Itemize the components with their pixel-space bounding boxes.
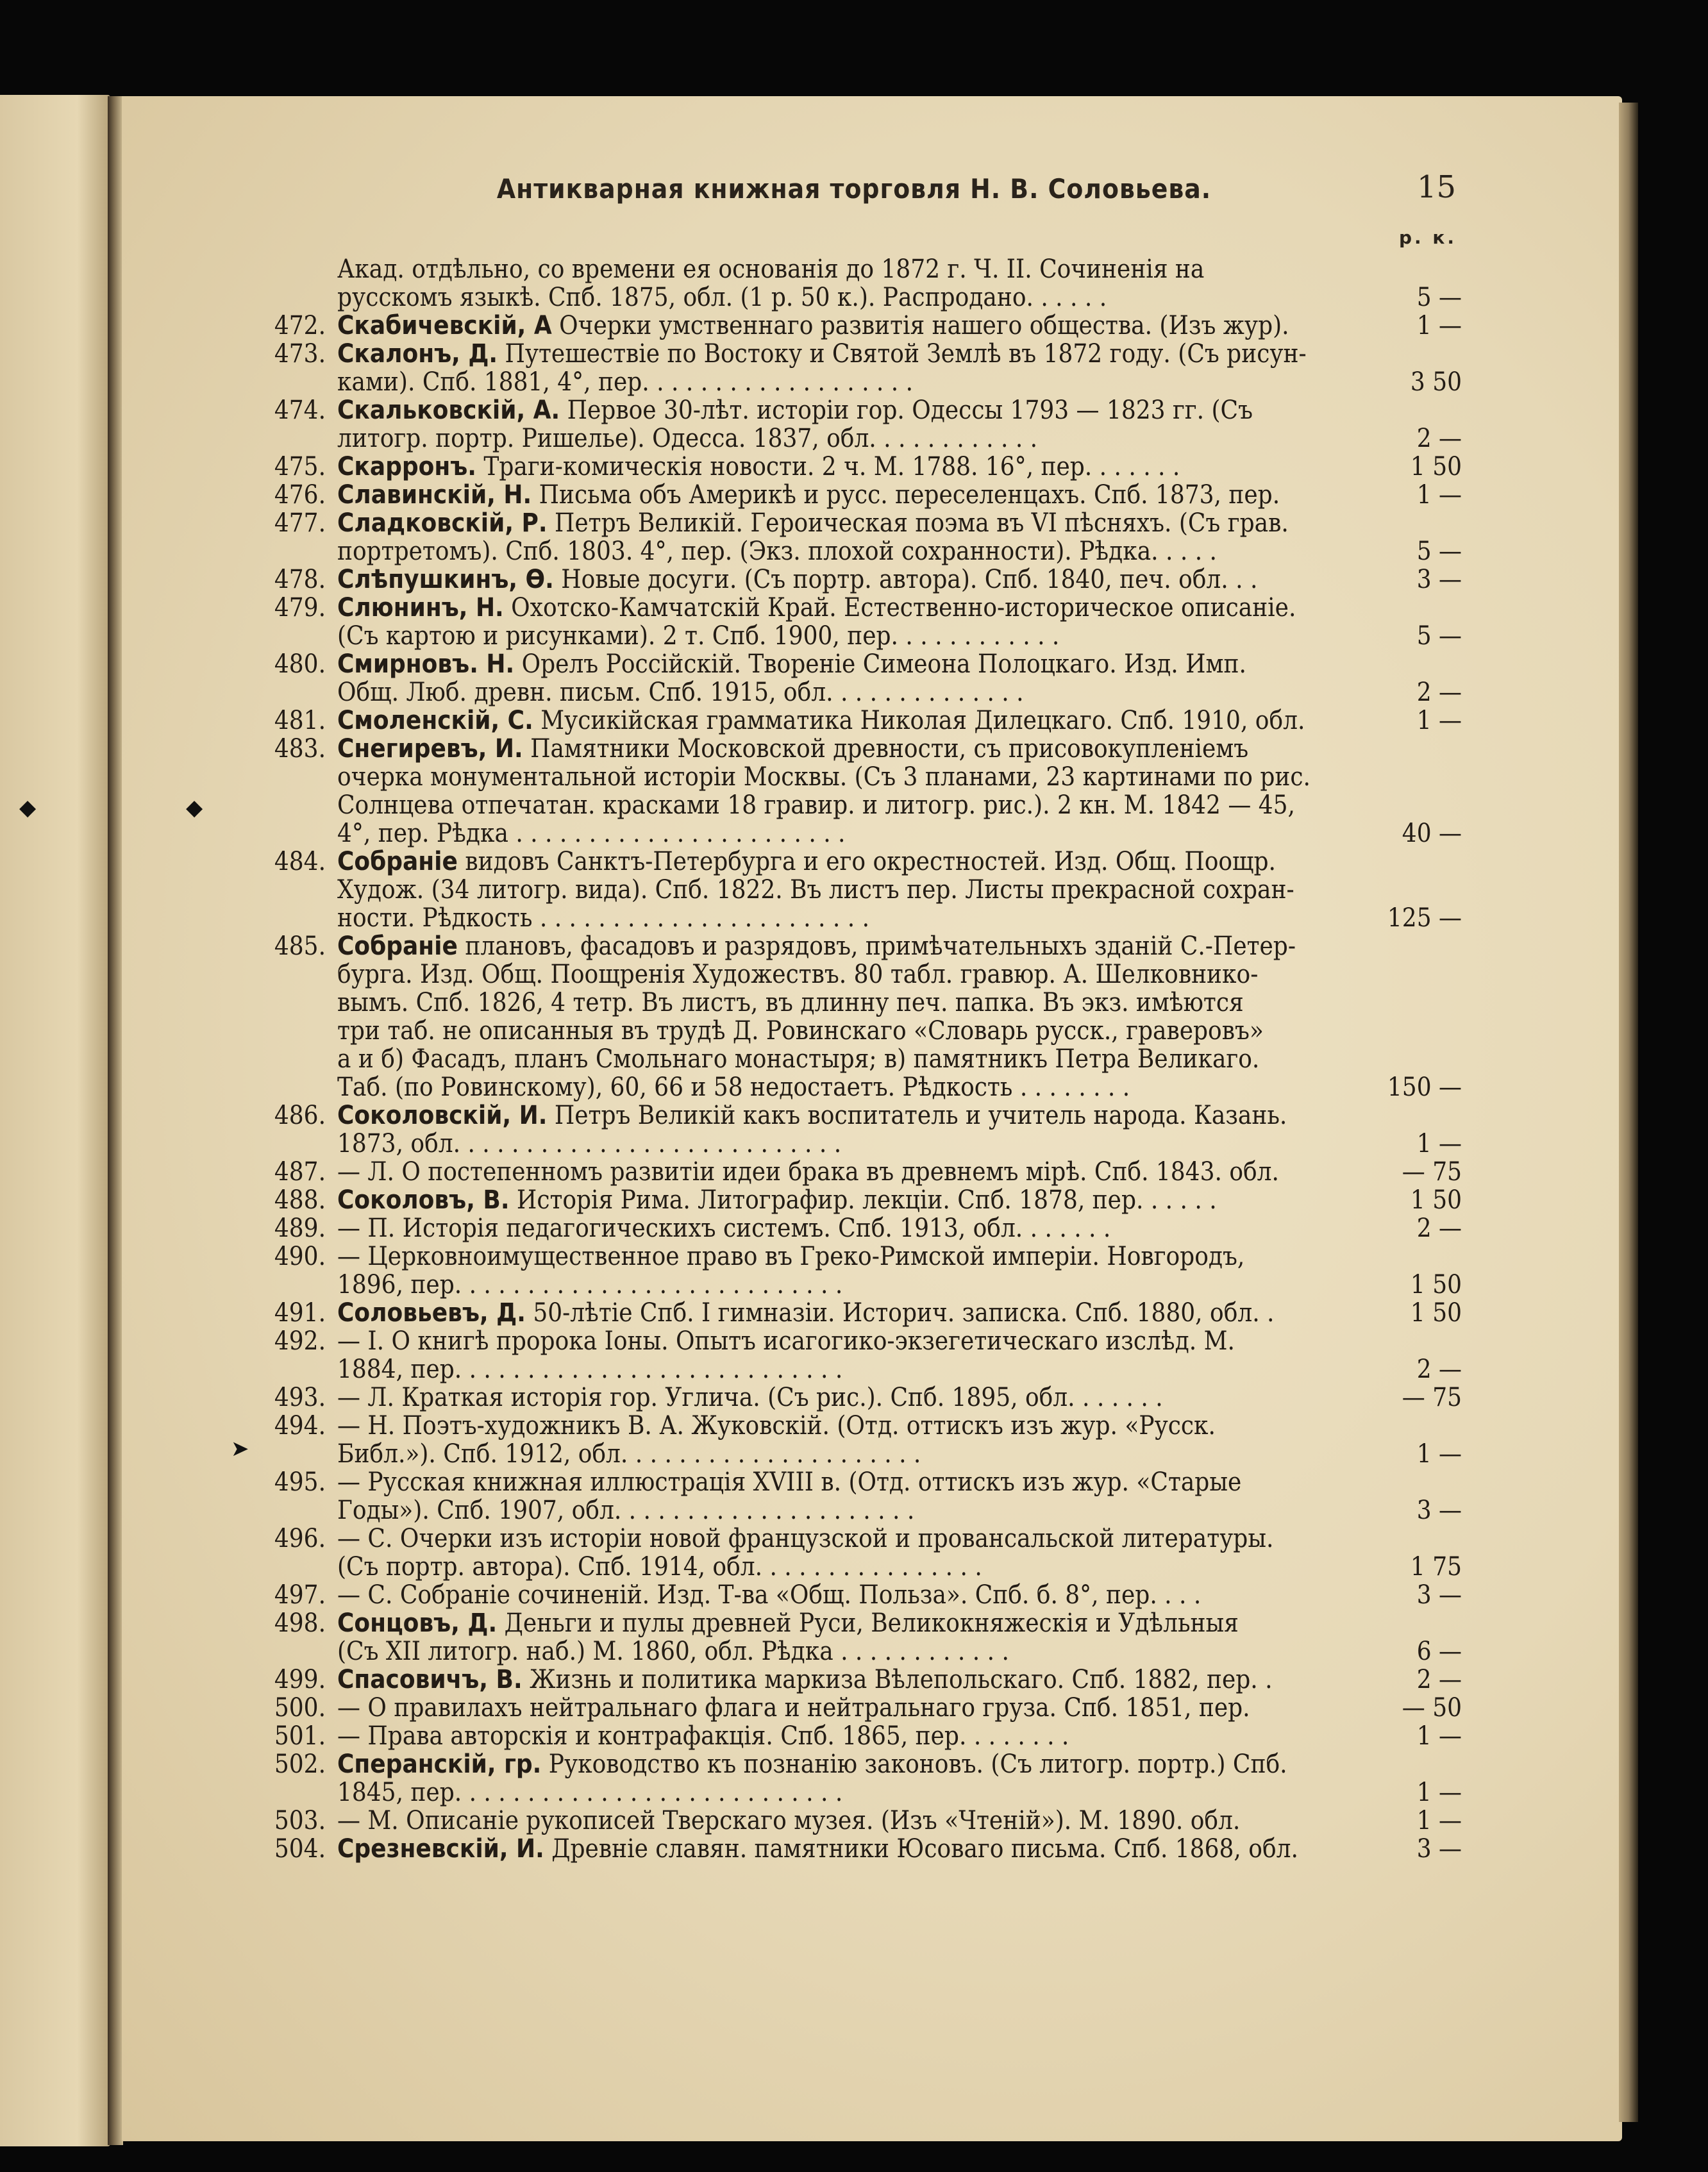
entry-price: 3 —	[1416, 1496, 1462, 1525]
entry-text: — О правилахъ нейтральнаго флага и нейтральнаго груза. Спб. 1851, пер.	[337, 1694, 1250, 1722]
catalog-entry	[244, 1835, 1462, 1863]
entry-line	[337, 368, 1462, 396]
entry-text: Письма объ Америкѣ и русс. переселенцахъ. Спб. 1873, пер.	[532, 481, 1280, 509]
entry-line	[337, 706, 1462, 735]
entry-line	[337, 650, 1462, 678]
entry-text: Первое 30-лѣт. исторіи гор. Одессы 1793 — 1823 гг. (Съ	[560, 396, 1253, 424]
entry-text: Жизнь и политика маркиза Вѣлепольскаго. Спб. 1882, пер. .	[522, 1666, 1273, 1694]
entry-price: 5 —	[1416, 622, 1462, 650]
entry-number: 500.	[274, 1693, 326, 1723]
entry-line	[337, 1581, 1462, 1609]
entry-number: 502.	[274, 1750, 326, 1779]
entry-price: 1 —	[1416, 312, 1462, 340]
entry-author: Скабичевскій, А	[337, 312, 552, 340]
entry-author: Спасовичъ, В.	[337, 1666, 523, 1694]
entry-text: Петръ Великій какъ воспитатель и учитель народа. Казань.	[547, 1101, 1287, 1130]
entry-author: Сперанскій, гр.	[337, 1750, 542, 1778]
catalog-entry	[244, 1412, 1462, 1468]
catalog-entry	[244, 1299, 1462, 1327]
entry-number: 486.	[274, 1101, 326, 1130]
entry-text: — І. О книгѣ пророка Іоны. Опытъ исагогико-экзегетическаго изслѣд. М.	[337, 1327, 1235, 1355]
entry-number: 478.	[274, 565, 326, 594]
entry-text: Охотско-Камчатскій Край. Естественно-историческое описаніе.	[503, 594, 1296, 622]
entry-line	[337, 565, 1462, 594]
entry-text: — М. Описаніе рукописей Тверскаго музея. (Изъ «Чтеній»). М. 1890. обл.	[337, 1807, 1241, 1835]
entry-text: вымъ. Спб. 1826, 4 тетр. Въ листъ, въ длинну печ. папка. Въ экз. имѣются	[337, 989, 1244, 1017]
entry-number: 503.	[274, 1806, 326, 1835]
entry-price: 5 —	[1416, 537, 1462, 565]
entry-price: 3 —	[1416, 1581, 1462, 1609]
entry-number: 488.	[274, 1185, 326, 1215]
entry-line	[337, 1045, 1462, 1073]
entry-price: 2 —	[1416, 1666, 1462, 1694]
catalog-entry	[244, 1750, 1462, 1807]
entry-author: Славинскій, Н.	[337, 481, 532, 509]
entry-text: Памятники Московской древности, съ присовокупленіемъ	[523, 735, 1249, 763]
entry-text: (Съ XII литогр. наб.) М. 1860, обл. Рѣдка . . . . . . . . . . . .	[337, 1637, 1009, 1666]
catalog-entry	[244, 509, 1462, 565]
entry-line	[337, 1609, 1462, 1637]
entry-text: — Права авторскія и контрафакція. Спб. 1865, пер. . . . . . . .	[337, 1722, 1069, 1750]
catalog-entry	[244, 1158, 1462, 1186]
catalog-entry	[244, 1242, 1462, 1299]
entry-line	[337, 678, 1462, 706]
entry-line	[337, 255, 1462, 283]
entry-line	[337, 1750, 1462, 1778]
entry-line	[337, 396, 1462, 424]
entry-text: литогр. портр. Ришелье). Одесса. 1837, обл. . . . . . . . . . . .	[337, 424, 1038, 453]
entry-line	[337, 960, 1462, 989]
entry-number: 480.	[274, 649, 326, 679]
entry-line	[337, 1158, 1462, 1186]
entry-line	[337, 932, 1462, 960]
catalog-entry	[244, 1609, 1462, 1666]
entry-price: — 75	[1402, 1158, 1462, 1186]
entry-line	[337, 481, 1462, 509]
entry-line	[337, 848, 1462, 876]
entry-price: — 75	[1402, 1383, 1462, 1412]
entry-number: 475.	[274, 452, 326, 481]
entry-price: 1 —	[1416, 1722, 1462, 1750]
entry-line	[337, 1242, 1462, 1271]
entry-text: — С. Собраніе сочиненій. Изд. Т-ва «Общ. Польза». Спб. б. 8°, пер. . . .	[337, 1581, 1201, 1609]
entry-text: Солнцева отпечатан. красками 18 гравир. и литогр. рис.). 2 кн. М. 1842 — 45,	[337, 791, 1295, 819]
catalog-entry	[244, 1666, 1462, 1694]
entry-number: 476.	[274, 480, 326, 510]
entry-price: 40 —	[1402, 819, 1462, 848]
entry-price: 150 —	[1387, 1073, 1462, 1101]
entry-number: 501.	[274, 1721, 326, 1751]
entry-author: Снегиревъ, И.	[337, 735, 523, 763]
entry-text: Таб. (по Ровинскому), 60, 66 и 58 недостаетъ. Рѣдкость . . . . . . . .	[337, 1073, 1130, 1101]
catalog-entry	[244, 312, 1462, 340]
entry-line	[337, 1412, 1462, 1440]
entry-author: Соколовскій, И.	[337, 1101, 548, 1130]
entry-text: ками). Спб. 1881, 4°, пер. . . . . . . . . . . . . . . . . . .	[337, 368, 914, 396]
catalog-entry	[244, 1383, 1462, 1412]
entry-author: Скальковскій, А.	[337, 396, 560, 424]
entry-line	[337, 1835, 1462, 1863]
entry-line	[337, 1440, 1462, 1468]
entry-author: Слѣпушкинъ, Ѳ.	[337, 565, 554, 594]
entry-price: 3 —	[1416, 1835, 1462, 1863]
entry-number: 474.	[274, 396, 326, 425]
entry-line	[337, 622, 1462, 650]
entry-number: 490.	[274, 1242, 326, 1271]
entry-text: 1845, пер. . . . . . . . . . . . . . . . . . . . . . . . . . .	[337, 1778, 843, 1807]
entry-text: 1873, обл. . . . . . . . . . . . . . . . . . . . . . . . . . .	[337, 1130, 842, 1158]
book-gutter	[108, 96, 123, 2145]
entry-author: Сонцовъ, Д.	[337, 1609, 498, 1637]
entry-text: — Л. Краткая исторія гор. Углича. (Съ рис.). Спб. 1895, обл. . . . . . .	[337, 1383, 1163, 1412]
entry-author: Соколовъ, В.	[337, 1186, 510, 1214]
entry-line	[337, 1017, 1462, 1045]
entry-text: — П. Исторія педагогическихъ системъ. Спб. 1913, обл. . . . . . .	[337, 1214, 1111, 1242]
entry-text: Путешествіе по Востоку и Святой Землѣ въ 1872 году. (Съ рисун-	[498, 340, 1307, 368]
entry-line	[337, 876, 1462, 904]
entry-line	[337, 1271, 1462, 1299]
entry-price: 2 —	[1416, 1355, 1462, 1383]
entry-line	[337, 989, 1462, 1017]
entry-text: Мусикійская грамматика Николая Дилецкаго. Спб. 1910, обл.	[533, 706, 1305, 735]
entry-text: Библ.»). Спб. 1912, обл. . . . . . . . . . . . . . . . . . . . .	[337, 1440, 921, 1468]
entry-number: 491.	[274, 1298, 326, 1328]
catalog-entry	[244, 1581, 1462, 1609]
entry-line	[337, 312, 1462, 340]
entry-number: 487.	[274, 1157, 326, 1187]
catalog-entry	[244, 1186, 1462, 1214]
entry-number: 485.	[274, 931, 326, 961]
entry-price: 6 —	[1416, 1637, 1462, 1666]
page-stack-edge	[1619, 103, 1638, 2122]
entry-number: 484.	[274, 847, 326, 876]
entry-price: 1 —	[1416, 481, 1462, 509]
entry-author: Соловьевъ, Д.	[337, 1299, 526, 1327]
catalog-entry	[244, 1214, 1462, 1242]
entry-price: 1 —	[1416, 706, 1462, 735]
entry-text: (Съ картою и рисунками). 2 т. Спб. 1900, пер. . . . . . . . . . . .	[337, 622, 1060, 650]
entry-line	[337, 1186, 1462, 1214]
entry-text: Худож. (34 литогр. вида). Спб. 1822. Въ листъ пер. Листы прекрасной сохран-	[337, 876, 1294, 904]
catalog-entry	[244, 1807, 1462, 1835]
entry-number: 499.	[274, 1665, 326, 1694]
entry-author: Сладковскій, Р.	[337, 509, 548, 537]
entry-price: 2 —	[1416, 424, 1462, 453]
entry-text: бурга. Изд. Общ. Поощренія Художествъ. 80 табл. гравюр. А. Шелковнико-	[337, 960, 1259, 989]
running-header: Антикварная книжная торговля Н. В. Соловьева.	[496, 173, 1212, 205]
catalog-entry	[244, 396, 1462, 453]
entry-price: 1 50	[1410, 1299, 1462, 1327]
entry-number: 472.	[274, 311, 326, 340]
entry-line	[337, 1694, 1462, 1722]
entry-text: Руководство къ познанію законовъ. (Съ литогр. портр.) Спб.	[541, 1750, 1287, 1778]
entry-price: 1 —	[1416, 1440, 1462, 1468]
entry-author: Слюнинъ, Н.	[337, 594, 504, 622]
entry-number: 498.	[274, 1608, 326, 1638]
entry-number: 497.	[274, 1580, 326, 1610]
entry-text: видовъ Санктъ-Петербурга и его окрестностей. Изд. Общ. Поощр.	[457, 848, 1276, 876]
catalog-entry	[244, 594, 1462, 650]
entry-author: Смирновъ. Н.	[337, 650, 515, 678]
entry-number: 489.	[274, 1214, 326, 1243]
entry-price: 1 75	[1410, 1553, 1462, 1581]
entry-line	[337, 340, 1462, 368]
entry-author: Собраніе	[337, 932, 458, 960]
entry-price: 125 —	[1387, 904, 1462, 932]
margin-mark-icon: ◆	[19, 795, 37, 821]
entry-text: три таб. не описанныя въ трудѣ Д. Ровинскаго «Словарь русск., граверовъ»	[337, 1017, 1264, 1045]
left-page-edge	[0, 95, 110, 2146]
entry-text: Орелъ Россійскій. Твореніе Симеона Полоцкаго. Изд. Имп.	[514, 650, 1246, 678]
entry-author: Скалонъ, Д.	[337, 340, 498, 368]
catalog-entries	[244, 255, 1462, 1863]
catalog-entry	[244, 848, 1462, 932]
entry-price: 1 —	[1416, 1130, 1462, 1158]
entry-line	[337, 1637, 1462, 1666]
entry-line	[337, 1496, 1462, 1525]
margin-mark-icon: ◆	[186, 795, 203, 821]
entry-price: 1 —	[1416, 1778, 1462, 1807]
catalog-entry	[244, 1327, 1462, 1383]
entry-text: Новые досуги. (Съ портр. автора). Спб. 1840, печ. обл. . .	[553, 565, 1258, 594]
entry-line	[337, 1722, 1462, 1750]
entry-line	[337, 1553, 1462, 1581]
catalog-entry	[244, 1722, 1462, 1750]
entry-text: а и б) Фасадъ, планъ Смольнаго монастыря; в) памятникъ Петра Великаго.	[337, 1045, 1260, 1073]
entry-text: — Церковноимущественное право въ Греко-Римской имперіи. Новгородъ,	[337, 1242, 1245, 1271]
entry-line	[337, 424, 1462, 453]
entry-number: 504.	[274, 1834, 326, 1864]
entry-number: 493.	[274, 1383, 326, 1412]
entry-number: 473.	[274, 339, 326, 369]
entry-line	[337, 453, 1462, 481]
entry-text: ности. Рѣдкость . . . . . . . . . . . . . . . . . . . . . . .	[337, 904, 869, 932]
entry-line	[337, 509, 1462, 537]
entry-text: (Съ портр. автора). Спб. 1914, обл. . . . . . . . . . . . . . . .	[337, 1553, 982, 1581]
entry-line	[337, 537, 1462, 565]
catalog-entry	[244, 735, 1462, 848]
entry-line	[337, 1073, 1462, 1101]
entry-line	[337, 904, 1462, 932]
entry-price: 3 —	[1416, 565, 1462, 594]
catalog-entry	[244, 481, 1462, 509]
entry-text: Общ. Люб. древн. письм. Спб. 1915, обл. . . . . . . . . . . . . .	[337, 678, 1024, 706]
entry-line	[337, 1101, 1462, 1130]
entry-text: очерка монументальной исторіи Москвы. (Съ 3 планами, 23 картинами по рис.	[337, 763, 1310, 791]
entry-line	[337, 791, 1462, 819]
entry-line	[337, 819, 1462, 848]
entry-number: 496.	[274, 1524, 326, 1553]
entry-text: 4°, пер. Рѣдка . . . . . . . . . . . . . . . . . . . . . . .	[337, 819, 846, 848]
entry-line	[337, 1666, 1462, 1694]
entry-text: — Л. О постепенномъ развитіи идеи брака въ древнемъ мірѣ. Спб. 1843. обл.	[337, 1158, 1279, 1186]
entry-line	[337, 1383, 1462, 1412]
entry-author: Собраніе	[337, 848, 458, 876]
entry-price: 5 —	[1416, 283, 1462, 312]
entry-line	[337, 283, 1462, 312]
catalog-entry	[244, 565, 1462, 594]
entry-text: Исторія Рима. Литографир. лекціи. Спб. 1878, пер. . . . . .	[509, 1186, 1217, 1214]
entry-line	[337, 594, 1462, 622]
entry-text: 50-лѣтіе Спб. I гимназіи. Историч. записка. Спб. 1880, обл. .	[525, 1299, 1275, 1327]
catalog-entry	[244, 340, 1462, 396]
catalog-entry	[244, 706, 1462, 735]
entry-price: 2 —	[1416, 678, 1462, 706]
entry-number: 495.	[274, 1467, 326, 1497]
entry-price: 1 50	[1410, 1186, 1462, 1214]
entry-text: плановъ, фасадовъ и разрядовъ, примѣчательныхъ зданій С.-Петер-	[457, 932, 1296, 960]
catalog-entry	[244, 1525, 1462, 1581]
catalog-entry	[244, 1694, 1462, 1722]
page-number: 15	[1417, 169, 1457, 205]
entry-text: портретомъ). Спб. 1803. 4°, пер. (Экз. плохой сохранности). Рѣдка. . . . .	[337, 537, 1217, 565]
entry-line	[337, 1807, 1462, 1835]
price-column-header: р. к.	[1399, 227, 1457, 248]
entry-author: Срезневскій, И.	[337, 1835, 544, 1863]
pointer-mark-icon: ➤	[231, 1436, 249, 1462]
catalog-entry	[244, 1101, 1462, 1158]
entry-text: Деньги и пулы древней Руси, Великокняжескія и Удѣльныя	[497, 1609, 1239, 1637]
entry-line	[337, 1468, 1462, 1496]
entry-line	[337, 1299, 1462, 1327]
entry-number: 492.	[274, 1326, 326, 1356]
entry-line	[337, 763, 1462, 791]
entry-text: — Н. Поэтъ-художникъ В. А. Жуковскій. (Отд. оттискъ изъ жур. «Русск.	[337, 1412, 1216, 1440]
entry-text: Очерки умственнаго развитія нашего общества. (Изъ жур).	[551, 312, 1289, 340]
entry-text: 1896, пер. . . . . . . . . . . . . . . . . . . . . . . . . . .	[337, 1271, 843, 1299]
entry-text: русскомъ языкѣ. Спб. 1875, обл. (1 р. 50 к.). Распродано. . . . . .	[337, 283, 1107, 312]
entry-line	[337, 1778, 1462, 1807]
catalog-entry	[244, 255, 1462, 312]
entry-number: 477.	[274, 508, 326, 538]
entry-line	[337, 1525, 1462, 1553]
entry-number: 483.	[274, 734, 326, 764]
entry-price: 1 50	[1410, 1271, 1462, 1299]
entry-text: Древніе славян. памятники Юсоваго письма. Спб. 1868, обл.	[544, 1835, 1298, 1863]
catalog-entry	[244, 1468, 1462, 1525]
entry-number: 481.	[274, 706, 326, 735]
entry-text: Петръ Великій. Героическая поэма въ VI пѣсняхъ. (Съ грав.	[547, 509, 1289, 537]
catalog-entry	[244, 932, 1462, 1101]
entry-line	[337, 1130, 1462, 1158]
entry-price: 3 50	[1410, 368, 1462, 396]
entry-line	[337, 1355, 1462, 1383]
entry-price: 1 50	[1410, 453, 1462, 481]
entry-price: — 50	[1402, 1694, 1462, 1722]
entry-text: — С. Очерки изъ исторіи новой французской и провансальской литературы.	[337, 1525, 1274, 1553]
entry-number: 494.	[274, 1411, 326, 1441]
catalog-entry	[244, 650, 1462, 706]
entry-author: Скарронъ.	[337, 453, 476, 481]
entry-price: 2 —	[1416, 1214, 1462, 1242]
entry-text: Траги-комическія новости. 2 ч. М. 1788. 16°, пер. . . . . . .	[476, 453, 1180, 481]
entry-text: Акад. отдѣльно, со времени ея основанія до 1872 г. Ч. II. Сочиненія на	[337, 255, 1205, 283]
entry-number: 479.	[274, 593, 326, 622]
entry-line	[337, 1214, 1462, 1242]
catalog-entry	[244, 453, 1462, 481]
entry-text: Годы»). Спб. 1907, обл. . . . . . . . . . . . . . . . . . . . .	[337, 1496, 915, 1525]
entry-line	[337, 735, 1462, 763]
entry-text: — Русская книжная иллюстрація XVIII в. (Отд. оттискъ изъ жур. «Старые	[337, 1468, 1242, 1496]
entry-price: 1 —	[1416, 1807, 1462, 1835]
entry-line	[337, 1327, 1462, 1355]
entry-text: 1884, пер. . . . . . . . . . . . . . . . . . . . . . . . . . .	[337, 1355, 843, 1383]
entry-author: Смоленскій, С.	[337, 706, 533, 735]
